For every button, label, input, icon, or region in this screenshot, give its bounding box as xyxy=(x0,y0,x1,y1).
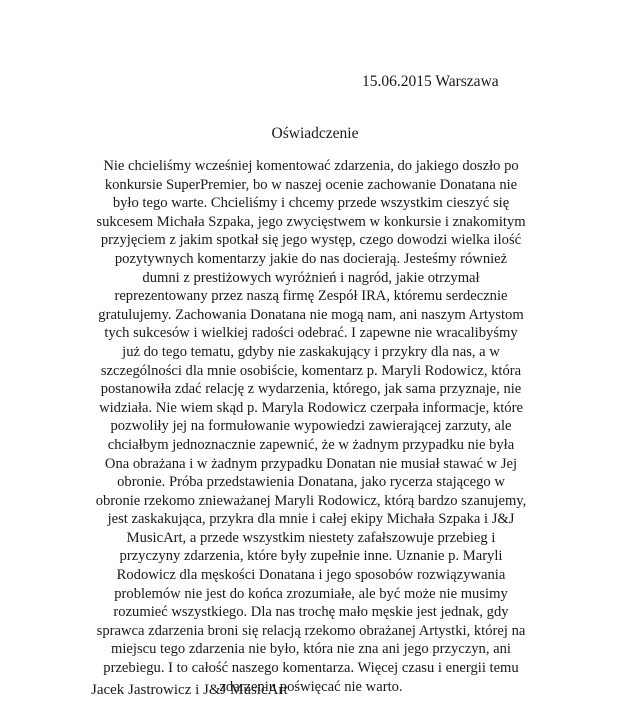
body-line: reprezentowany przez naszą firmę Zespół IRA, któremu serdecznie xyxy=(114,288,508,305)
body-line: MusicArt, a przede wszystkim niestety zafałszowuje przebieg i xyxy=(126,529,496,546)
signature: Jacek Jastrowicz i J&J MusicArt xyxy=(91,682,288,698)
body-line: chciałbym jednoznacznie zapewnić, że w żadnym przypadku nie była xyxy=(107,436,515,453)
body-line: Rodowicz dla męskości Donatana i jego sposobów rozwiązywania xyxy=(116,567,506,584)
body-line: rozumieć wszystkiego. Dla nas trochę mało męskie jest jednak, gdy xyxy=(113,604,509,621)
body-line: zdarzeniu poświęcać nie warto. xyxy=(219,678,403,695)
body-line: przyczyny zdarzenia, które były zupełnie inne. Uznanie p. Maryli xyxy=(119,548,503,565)
body-line: postanowiła zdać relację z wydarzenia, którego, jak sama przyznaje, nie xyxy=(100,381,522,398)
body-line: dumni z prestiżowych wyróżnień i nagród, jakie otrzymał xyxy=(142,269,480,286)
body-line: tych sukcesów i wielkiej radości odebrać. I zapewne nie wracalibyśmy xyxy=(104,325,518,342)
document-title xyxy=(0,124,626,144)
body-line: Nie chcieliśmy wcześniej komentować zdarzenia, do jakiego doszło po xyxy=(103,158,519,174)
body-line: obronie. Próba przedstawienia Donatana, jako rycerza stającego w xyxy=(117,474,505,491)
body-line: przyjęciem z jakim spotkał się jego występ, czego dowodzi wielka ilość xyxy=(100,232,522,249)
body-line: pozwoliły jej na formułowanie wypowiedzi zawierającej zarzuty, ale xyxy=(110,418,512,435)
body-line: szczególności dla mnie osobiście, komentarz p. Maryli Rodowicz, która xyxy=(100,362,522,379)
date-place: 15.06.2015 Warszawa xyxy=(362,73,499,90)
body-line: obronie rzekomo znieważanej Maryli Rodowicz, którą bardzo szanujemy, xyxy=(95,492,527,509)
body-line: sukcesem Michała Szpaka, jego zwycięstwem w konkursie i znakomitym xyxy=(96,213,526,230)
body-line: miejscu tego zdarzenia nie było, która nie zna ani jego przyczyn, ani xyxy=(111,641,511,658)
statement-body xyxy=(91,157,531,696)
body-line: widziała. Nie wiem skąd p. Maryla Rodowicz czerpała informacje, które xyxy=(99,399,523,416)
body-line: jest zaskakująca, przykra dla mnie i całej ekipy Michała Szpaka i J&J xyxy=(107,511,515,528)
body-line: już do tego tematu, gdyby nie zaskakujący i przykry dla nas, a w xyxy=(122,343,500,360)
document-title-text: Oświadczenie xyxy=(271,125,359,142)
body-line: sprawca zdarzenia broni się relacją rzekomo obrażanej Artystki, której na xyxy=(96,622,526,639)
body-line: Ona obrażana i w żadnym przypadku Donatan nie musiał stawać w Jej xyxy=(104,455,518,472)
body-line: problemów nie jest do końca zrozumiałe, ale być może nie musimy xyxy=(114,585,508,602)
body-line: pozytywnych komentarzy jakie do nas docierają. Jesteśmy również xyxy=(114,250,508,267)
body-line: gratulujemy. Zachowania Donatana nie mogą nam, ani naszym Artystom xyxy=(98,306,524,323)
body-line: przebiegu. I to całość naszego komentarza. Więcej czasu i energii temu xyxy=(103,660,519,677)
body-line: konkursie SuperPremier, bo w naszej ocenie zachowanie Donatana nie xyxy=(104,176,518,193)
body-line: było tego warte. Chcieliśmy i chcemy przede wszystkim cieszyć się xyxy=(112,195,510,212)
